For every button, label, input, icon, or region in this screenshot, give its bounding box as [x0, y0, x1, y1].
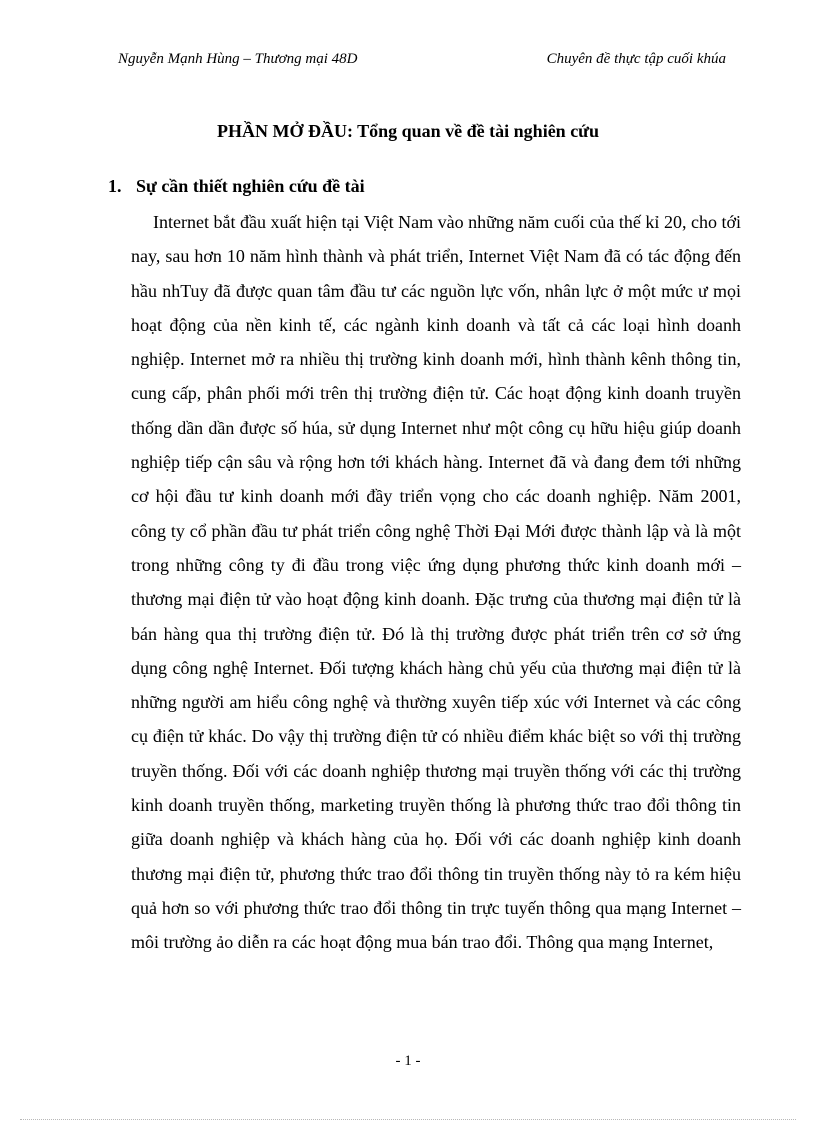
section-heading-text: Sự cần thiết nghiên cứu đề tài [136, 176, 365, 196]
header-author: Nguyễn Mạnh Hùng – Thương mại 48D [118, 51, 358, 67]
header-report-title: Chuyên đề thực tập cuối khúa [546, 51, 726, 67]
page-title: PHẦN MỞ ĐẦU: Tổng quan về đề tài nghiên cứu [216, 121, 599, 141]
section-number: 1. [108, 176, 122, 196]
page-number: - 1 - [395, 1053, 421, 1069]
section-heading [108, 176, 365, 197]
page-bottom-edge [20, 1119, 796, 1120]
page-header [118, 51, 726, 75]
body-paragraph: Internet bắt đầu xuất hiện tại Việt Nam vào những năm cuối của thế kỉ 20, cho tới nay, sau hơn 10 năm hình thành và phát triển, Internet Việt Nam đã có tác động đến hầu nhTuy đã được quan tâm đầu tư các nguồn lực vốn, nhân lực ở một mức ư mọi hoạt động của nền kinh tế, các ngành kinh doanh và tất cả các loại hình doanh nghiệp. Internet mở ra nhiều thị trường kinh doanh mới, hình thành kênh thông tin, cung cấp, phân phối mới trên thị trường điện tử. Các hoạt động kinh doanh truyền thống dần dần được số húa, sử dụng Internet như một công cụ hữu hiệu giúp doanh nghiệp tiếp cận sâu và rộng hơn tới khách hàng. Internet đã và đang đem tới những cơ hội đầu tư kinh doanh mới đầy triển vọng cho các doanh nghiệp. Năm 2001, công ty cổ phần đầu tư phát triển công nghệ Thời Đại Mới được thành lập và là một trong những công ty đi đầu trong việc ứng dụng phương thức kinh doanh mới – thương mại điện tử vào hoạt động kinh doanh. Đặc trưng của thương mại điện tử là bán hàng qua thị trường điện tử. Đó là thị trường được phát triển trên cơ sở ứng dụng công nghệ Internet. Đối tượng khách hàng chủ yếu của thương mại điện tử là những người am hiểu công nghệ và thường xuyên tiếp xúc với Internet và các công cụ điện tử khác. Do vậy thị trường điện tử có nhiều điểm khác biệt so với thị trường truyền thống. Đối với các doanh nghiệp thương mại truyền thống với các thị trường kinh doanh truyền thống, marketing truyền thống là phương thức trao đổi thông tin giữa doanh nghiệp và khách hàng của họ. Đối với các doanh nghiệp kinh doanh thương mại điện tử, phương thức trao đổi thông tin truyền thống này tỏ ra kém hiệu quả hơn so với phương thức trao đổi thông tin trực tuyến thông qua mạng Internet – môi trường ảo diễn ra các hoạt động mua bán trao đổi. Thông qua mạng Internet, [131, 212, 741, 953]
